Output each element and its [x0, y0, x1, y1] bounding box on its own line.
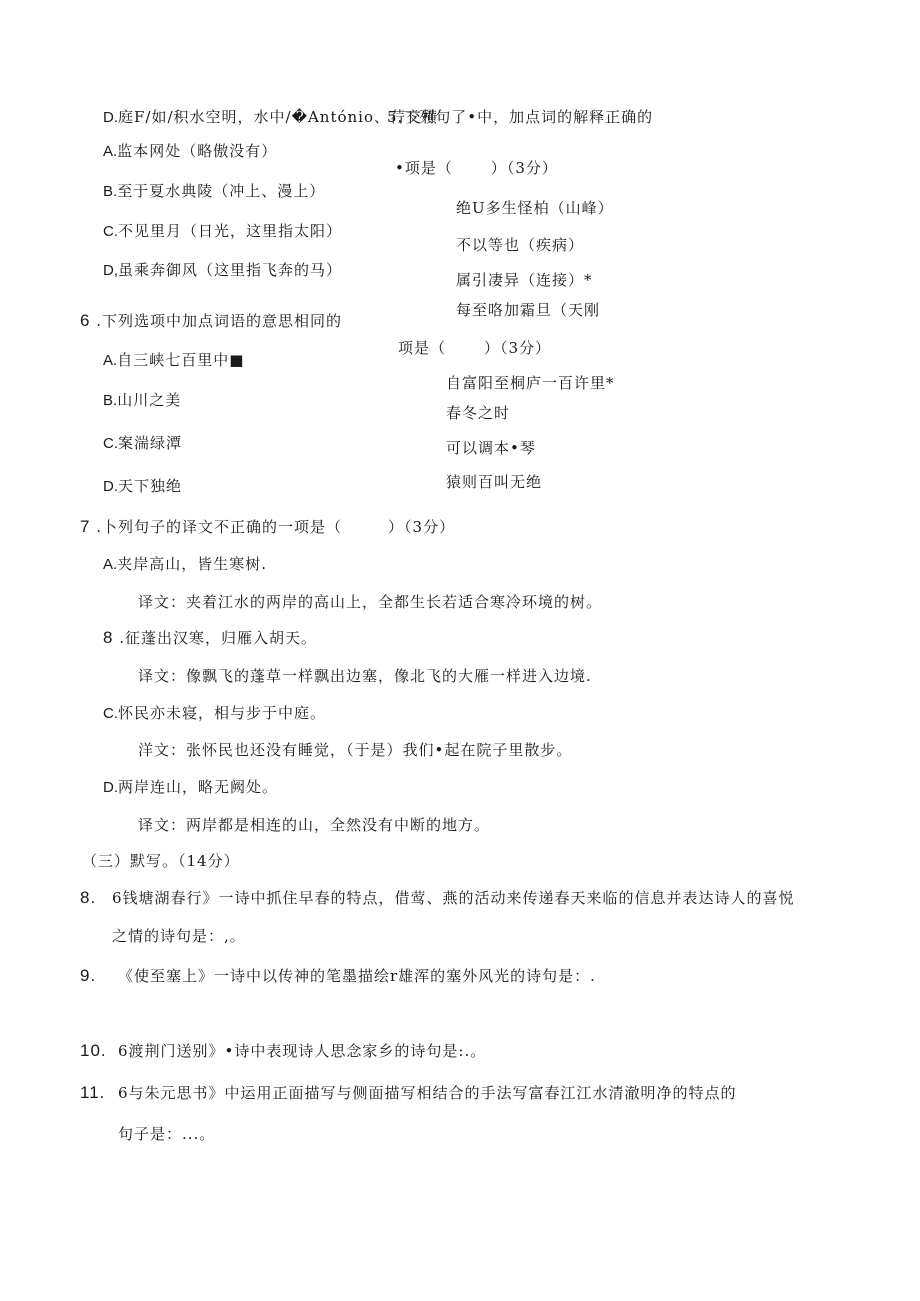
q7-option-d: D.两岸连山，略无阙处。	[103, 778, 279, 796]
q7-option-d-translation: 译文：两岸都是相连的山，全然没有中断的地方。	[138, 816, 491, 834]
q6-option-d-right: 猿则百叫无绝	[446, 473, 543, 491]
q6-option-c-right: 可以调本•琴	[446, 439, 536, 457]
section3-title: （三）默写。（14分）	[82, 852, 240, 870]
q6-option-c: C.案湍绿潭	[103, 434, 183, 452]
q7-option-a: A.夹岸高山，皆生寒树.	[103, 555, 267, 573]
q4-option-d: D.庭F/如/积水空明，水中/�António、荇交横	[103, 108, 438, 126]
q4-option-b: B.至于夏水典陵（冲上、漫上）	[103, 182, 326, 200]
q8-number: 8.	[80, 888, 97, 907]
q6-option-a-right: 自富阳至桐庐一百许里*	[446, 374, 615, 392]
q11-line1: 6与朱元思书》中运用正面描写与侧面描写相结合的手法写富春江江水清澈明净的特点的	[118, 1084, 737, 1102]
q8-line2: 之情的诗句是：,。	[112, 927, 246, 945]
q6-option-d: D.天下独绝	[103, 477, 183, 495]
q7-heading: 7 .卜列句子的译文不正确的一项是（ ）（3分）	[80, 517, 456, 536]
q5-heading: 5.下列句了•中，加点词的解释正确的	[387, 108, 654, 126]
q10-text: 6渡荆门送别》•诗中表现诗人思念家乡的诗句是:.。	[118, 1042, 487, 1060]
q5-option-c: 属引凄异（连接）*	[456, 271, 593, 289]
q7-option-b: 8 .征蓬出汉寒，归雁入胡天。	[103, 628, 318, 647]
q4-option-d2: D,虽乘奔御风（这里指飞奔的马）	[103, 261, 343, 279]
q6-option-b: B.山川之美	[103, 391, 182, 409]
q7-option-b-translation: 译文：像飘飞的蓬草一样飘出边塞，像北飞的大雁一样进入边境.	[138, 667, 592, 685]
q11-line2: 句子是：...。	[118, 1125, 216, 1143]
q6-option-a: A.自三峡七百里中■	[103, 351, 245, 369]
q5-continuation: •项是（ ）（3分）	[395, 159, 558, 177]
q6-continuation: 项是（ ）（3分）	[398, 339, 552, 357]
q6-option-b-right: 春冬之时	[446, 404, 511, 422]
q5-option-a: 绝U多生怪柏（山峰）	[456, 199, 614, 217]
q11-number: 11.	[80, 1083, 106, 1102]
q10-number: 10.	[80, 1041, 107, 1060]
q4-option-a: A.监本网处（略傲没有）	[103, 142, 278, 160]
q7-option-c: C.怀民亦未寝，相与步于中庭。	[103, 704, 327, 722]
q7-option-c-translation: 洋文：张怀民也还没有睡觉，（于是）我们•起在院子里散步。	[138, 741, 573, 759]
q7-option-a-translation: 译文：夹着江水的两岸的高山上，全都生长若适合寒冷环境的树。	[138, 593, 603, 611]
q6-heading: 6 .下列选项中加点词语的意思相同的	[80, 311, 343, 330]
q9-text: 《使至塞上》一诗中以传神的笔墨描绘r雄浑的塞外风光的诗句是：.	[118, 967, 596, 985]
q5-option-b: 不以等也（疾病）	[456, 236, 585, 254]
q5-option-d: 每至咯加霜旦（天刚	[456, 301, 601, 319]
q9-number: 9.	[80, 966, 97, 985]
q4-option-c: C.不见里月（日光，这里指太阳）	[103, 222, 343, 240]
q8-line1: 6钱塘湖春行》一诗中抓住早春的特点，借莺、燕的活动来传递春天来临的信息并表达诗人的喜悦	[112, 889, 795, 907]
